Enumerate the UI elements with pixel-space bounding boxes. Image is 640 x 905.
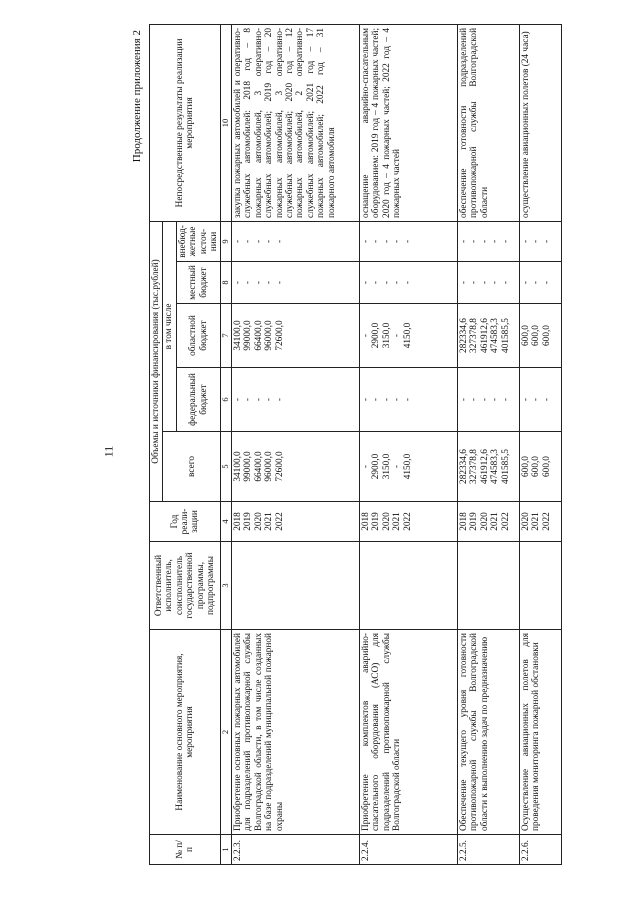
row-total (519, 432, 561, 502)
column-number: 8 (221, 262, 232, 304)
total-value: 474583,3 (490, 449, 501, 484)
regional-value: 99000,0 (243, 320, 254, 351)
year-value: 2021 (531, 512, 542, 531)
appendix-label: Продолжение приложения 2 (131, 30, 143, 163)
federal-value: - (264, 397, 275, 402)
federal-value: - (531, 397, 542, 402)
total-value: 600,0 (520, 456, 531, 477)
federal-value: - (469, 397, 480, 402)
row-extra (231, 221, 359, 261)
header-federal: федеральный бюджет (176, 368, 221, 432)
row-total (231, 432, 359, 502)
row-regional (457, 304, 519, 368)
local-value: - (520, 280, 531, 285)
regional-value: 34100,0 (232, 320, 243, 351)
local-value: - (371, 280, 382, 285)
extra-value: - (243, 239, 254, 244)
header-financing: Объемы и источники финансирования (тыс.рублей) (150, 221, 163, 501)
extra-value: - (479, 239, 490, 244)
column-number: 4 (221, 502, 232, 542)
total-value: 4150,0 (402, 453, 413, 480)
row-name: Приобретение комплектов аварийно-спасательного оборудования (АСО) для подразделений противопожарной службы Волгоградской области (359, 630, 457, 835)
row-executor (519, 542, 561, 630)
extra-value: - (274, 239, 285, 244)
table-row (519, 24, 561, 864)
year-value: 2020 (479, 512, 490, 531)
row-federal (519, 368, 561, 432)
year-value: 2020 (520, 512, 531, 531)
local-value: - (381, 280, 392, 285)
column-number: 6 (221, 368, 232, 432)
row-num: 2.2.5. (457, 835, 519, 865)
financing-table (149, 24, 562, 865)
row-result: закупка пожарных автомобилей и оперативно-служебных автомобилей: 2018 год – 8 пожарных автомобилей, 3 оперативно-служебных автомобилей; 2019 год – 20 пожарных автомобилей, 3 оперативно-служебных автомобилей; 2020 год – 12 пожарных автомобилей, 2 оперативно-служебных автомобилей; 2021 год – 17 пожарных автомобилей; 2022 год – 31 пожарного автомобиля (231, 24, 359, 221)
header-num: № п/п (150, 835, 221, 865)
local-value: - (253, 280, 264, 285)
row-total (457, 432, 519, 502)
header-extra: внебюд-жетные источ-ники (176, 221, 221, 261)
federal-value: - (479, 397, 490, 402)
extra-value: - (490, 239, 501, 244)
federal-value: - (490, 397, 501, 402)
federal-value: - (232, 397, 243, 402)
federal-value: - (541, 397, 552, 402)
year-value: 2021 (264, 512, 275, 531)
regional-value: 600,0 (541, 325, 552, 346)
row-regional (231, 304, 359, 368)
extra-value: - (392, 239, 403, 244)
extra-value: - (520, 239, 531, 244)
year-value: 2018 (232, 512, 243, 531)
extra-value: - (381, 239, 392, 244)
local-value: - (479, 280, 490, 285)
column-number: 5 (221, 432, 232, 502)
extra-value: - (469, 239, 480, 244)
local-value: - (500, 280, 511, 285)
federal-value: - (381, 397, 392, 402)
total-value: - (392, 464, 403, 469)
local-value: - (360, 280, 371, 285)
header-local: местный бюджет (176, 262, 221, 304)
extra-value: - (500, 239, 511, 244)
year-value: 2019 (371, 512, 382, 531)
year-value: 2018 (458, 512, 469, 531)
total-value: 34100,0 (232, 451, 243, 482)
row-years (519, 502, 561, 542)
regional-value: 401585,5 (500, 318, 511, 353)
column-number: 9 (221, 221, 232, 261)
year-value: 2021 (392, 512, 403, 531)
row-extra (519, 221, 561, 261)
federal-value: - (274, 397, 285, 402)
total-value: 401585,5 (500, 449, 511, 484)
regional-value: 4150,0 (402, 322, 413, 349)
total-value: - (360, 464, 371, 469)
row-regional (359, 304, 457, 368)
total-value: 96000,0 (264, 451, 275, 482)
total-value: 3150,0 (381, 453, 392, 480)
federal-value: - (253, 397, 264, 402)
local-value: - (531, 280, 542, 285)
row-local (359, 262, 457, 304)
year-value: 2020 (381, 512, 392, 531)
local-value: - (490, 280, 501, 285)
total-value: 327378,8 (469, 449, 480, 484)
regional-value: - (360, 333, 371, 338)
row-local (519, 262, 561, 304)
federal-value: - (392, 397, 403, 402)
row-num: 2.2.3. (231, 835, 359, 865)
table-row (231, 24, 359, 864)
header-year: Год реали-зации (150, 502, 221, 542)
extra-value: - (264, 239, 275, 244)
extra-value: - (402, 239, 413, 244)
rotated-page (125, 20, 635, 870)
local-value: - (264, 280, 275, 285)
regional-value: 600,0 (520, 325, 531, 346)
total-value: 461912,6 (479, 449, 490, 484)
regional-value: 2900,0 (371, 322, 382, 349)
column-number: 2 (221, 630, 232, 835)
row-years (231, 502, 359, 542)
extra-value: - (458, 239, 469, 244)
total-value: 600,0 (541, 456, 552, 477)
row-num: 2.2.4. (359, 835, 457, 865)
year-value: 2020 (253, 512, 264, 531)
local-value: - (274, 280, 285, 285)
row-extra (359, 221, 457, 261)
row-result: осуществление авиационных полетов (24 часа) (519, 24, 561, 221)
row-name: Осуществление авиационных полетов для проведения мониторинга пожарной обстановки (519, 630, 561, 835)
federal-value: - (243, 397, 254, 402)
federal-value: - (458, 397, 469, 402)
row-num: 2.2.6. (519, 835, 561, 865)
extra-value: - (371, 239, 382, 244)
local-value: - (232, 280, 243, 285)
column-number: 1 (221, 835, 232, 865)
regional-value: 327378,8 (469, 318, 480, 353)
extra-value: - (541, 239, 552, 244)
year-value: 2022 (500, 512, 511, 531)
federal-value: - (500, 397, 511, 402)
row-years (457, 502, 519, 542)
table-body (231, 24, 561, 864)
table-row (457, 24, 519, 864)
extra-value: - (253, 239, 264, 244)
row-years (359, 502, 457, 542)
year-value: 2022 (402, 512, 413, 531)
row-local (457, 262, 519, 304)
row-result: оснащение аварийно-спасательным оборудованием: 2019 год – 4 пожарных частей; 2020 год – 4 пожарных частей; 2022 год – 4 пожарных частей (359, 24, 457, 221)
year-value: 2021 (490, 512, 501, 531)
year-value: 2022 (541, 512, 552, 531)
local-value: - (541, 280, 552, 285)
regional-value: 96000,0 (264, 320, 275, 351)
header-including: в том числе (163, 221, 176, 431)
year-value: 2018 (360, 512, 371, 531)
total-value: 600,0 (531, 456, 542, 477)
header-name: Наименование основного мероприятия, мероприятия (150, 630, 221, 835)
total-value: 72600,0 (274, 451, 285, 482)
column-number: 3 (221, 542, 232, 630)
extra-value: - (531, 239, 542, 244)
row-name: Обеспечение текущего уровня готовности противопожарной службы Волгоградской области к выполнению задач по предназначению (457, 630, 519, 835)
row-name: Приобретение основных пожарных автомобилей для подразделений противопожарной службы Волгоградской области, в том числе созданных на базе подразделений муниципальной пожарной охраны (231, 630, 359, 835)
regional-value: 600,0 (531, 325, 542, 346)
header-regional: областной бюджет (176, 304, 221, 368)
column-number: 7 (221, 304, 232, 368)
header-executor: Ответственный исполнитель, соисполнитель государственной программы, подпрограммы (150, 542, 221, 630)
row-executor (359, 542, 457, 630)
local-value: - (469, 280, 480, 285)
local-value: - (402, 280, 413, 285)
page-number: 11 (101, 445, 116, 458)
row-result: обеспечение готовности подразделений противопожарной службы Волгоградской области (457, 24, 519, 221)
year-value: 2019 (469, 512, 480, 531)
total-value: 2900,0 (371, 453, 382, 480)
column-number: 10 (221, 24, 232, 221)
row-total (359, 432, 457, 502)
regional-value: 3150,0 (381, 322, 392, 349)
row-federal (359, 368, 457, 432)
federal-value: - (520, 397, 531, 402)
row-regional (519, 304, 561, 368)
extra-value: - (360, 239, 371, 244)
regional-value: 282334,6 (458, 318, 469, 353)
row-local (231, 262, 359, 304)
header-total: всего (163, 432, 221, 502)
row-extra (457, 221, 519, 261)
total-value: 99000,0 (243, 451, 254, 482)
row-federal (457, 368, 519, 432)
local-value: - (458, 280, 469, 285)
total-value: 282334,6 (458, 449, 469, 484)
federal-value: - (371, 397, 382, 402)
regional-value: - (392, 333, 403, 338)
row-federal (231, 368, 359, 432)
federal-value: - (402, 397, 413, 402)
regional-value: 461912,6 (479, 318, 490, 353)
local-value: - (243, 280, 254, 285)
row-executor (457, 542, 519, 630)
year-value: 2022 (274, 512, 285, 531)
regional-value: 66400,0 (253, 320, 264, 351)
row-executor (231, 542, 359, 630)
header-result: Непосредственные результаты реализации мероприятия (150, 24, 221, 221)
total-value: 66400,0 (253, 451, 264, 482)
extra-value: - (232, 239, 243, 244)
table-row (359, 24, 457, 864)
regional-value: 72600,0 (274, 320, 285, 351)
local-value: - (392, 280, 403, 285)
year-value: 2019 (243, 512, 254, 531)
regional-value: 474583,3 (490, 318, 501, 353)
federal-value: - (360, 397, 371, 402)
